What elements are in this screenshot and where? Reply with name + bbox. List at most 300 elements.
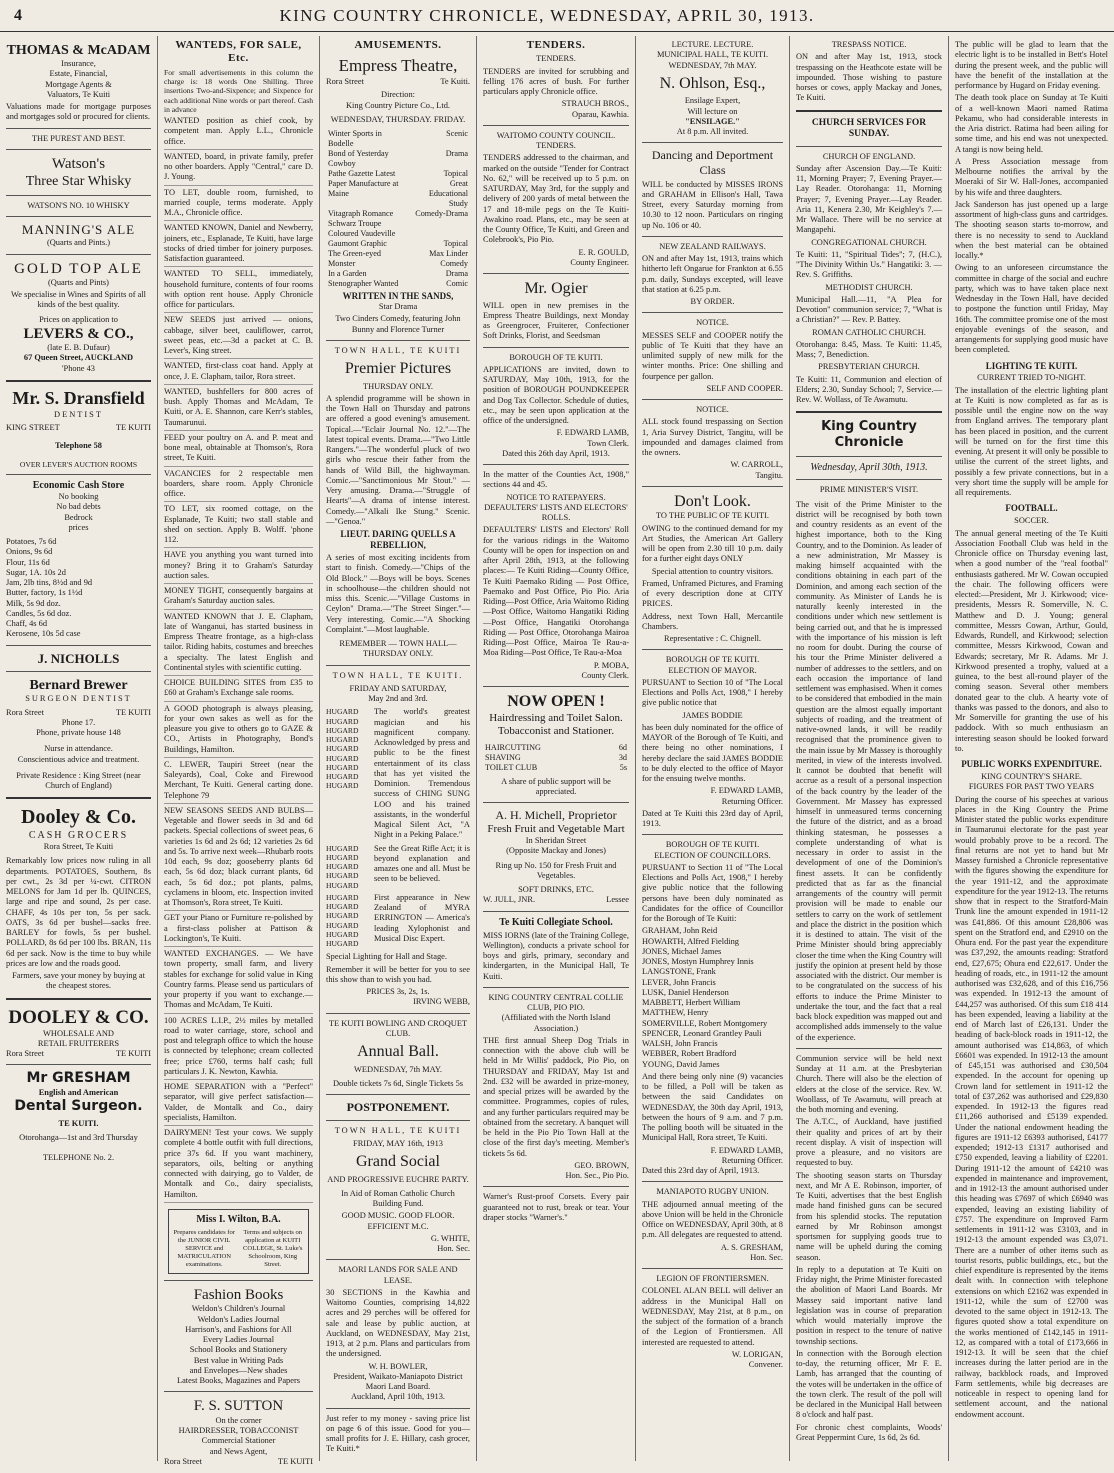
firm-details <box>6 59 151 100</box>
programme-genre: Scenic <box>446 129 468 139</box>
classified-ad: WANTED, bushfellers for 800 acres of bush. Apply Thomas and McAdam, Te Kuiti, or A. E. Shannon, care Kerr's stables, Taumarunui. <box>164 387 313 431</box>
ad-line: Will lecture on <box>687 106 738 116</box>
ad-line: Phone, private house 148 <box>36 728 121 738</box>
ad-line: 'Phone 43 <box>62 363 95 373</box>
article-body: The annual general meeting of the Te Kuiti Association Football Club was held in the Chronicle office on Thursday evening last, when a good number of the "real footbal" enthusiasts gathered. Mr W. Cowan occupied the chair. The following officers were elected:—President, Mr J. Kirkwood; vice-presidents, Messrs R. Somerville, N. C. Matthew and D. J. Young; general committee, Messrs Cowan, Arthur, Gould, Edwards, Rundell, and Kirkwood; selection committee, Messrs Kirkwood, Cowan and Edwards; secretary, Mr R. Adams. Mr J. Kirkwood presented a trophy, valued at a guinea, to the best all-round player of the coming season. Several other members donated gear to the club. A hearty vote of thanks was passed to the donors, and also to Mr Somerville for granting the use of his paddock. With so much enthusiasm an interesting season should be looked forward to. <box>955 528 1108 753</box>
ad-line: JAMES BODDIE <box>682 710 743 720</box>
ad-line: KING COUNTRY CENTRAL COLLIE CLUB, PIO PIO. <box>488 992 624 1013</box>
price-item: Candles, 5s 6d doz. <box>6 608 72 618</box>
ad-line: Prices on application to <box>39 314 118 324</box>
ad-body: And there being only nine (9) vacancies to be filled, a Poll will be taken as between the said Candidates on WEDNESDAY, the 30th day April, 1913, between the hours of 9 a.m. and 7 p.m. The polling booth will be situated in the Municipal Hall, Rora street, Te Kuiti. <box>642 1071 783 1143</box>
section-heading: AMUSEMENTS. <box>354 39 442 51</box>
hugard-label: HUGARD <box>326 929 359 939</box>
rate-notice: For small advertisements in this column the charge is: 18 words One Shilling. Three insertions Two-and-Sixpence; and Sixpence for each additional Nine words or part thereof. Cash in advance <box>164 67 313 114</box>
ad-line: ELECTION OF COUNCILLORS. <box>654 850 771 860</box>
price-item: Chaff, 4s 6d <box>6 619 48 629</box>
ad-line: and News Agent, <box>209 1446 268 1456</box>
newspaper-title: KING COUNTRY CHRONICLE, WEDNESDAY, APRIL 30, 1913. <box>279 5 815 25</box>
ad-line: DEFAULTERS' LISTS AND ELECTORS' ROLLS. <box>484 502 628 523</box>
candidate-name: LANGSTONE, Frank <box>642 967 716 977</box>
ad-line: English and American <box>38 1087 119 1097</box>
programme-row <box>326 209 470 219</box>
ad-line: TRESPASS NOTICE. <box>831 40 907 49</box>
candidate-name: JONES, Michael James <box>642 946 722 956</box>
programme-title: Winter Sports in Bodelle <box>328 129 382 149</box>
programme-title: Gaumont Graphic <box>328 239 387 249</box>
ad-body: ON and after May 1st, 1913, trains which hitherto left Ongarue for Frankton at 6.55 p.m. daily, Sundays excepted, will leave that station at 6.25 p.m. <box>642 254 783 294</box>
programme-title: Pathe Gazette Latest <box>328 169 396 179</box>
ad-line: TENDERS. <box>536 141 576 151</box>
price-row <box>483 753 629 763</box>
hugard-label: HUGARD <box>326 880 359 890</box>
ad-body: ON and after May 1st, 1913, stock trespassing on the Heathcote estate will be impounded. Those wishing to pasture horses or cows, apply Mackay and Jones, Te Kuiti. <box>796 52 942 103</box>
ad-line: (late E. B. Dufaur) <box>47 343 110 353</box>
ad-line: May 2nd and 3rd. <box>368 694 428 704</box>
ad-line: Special attention to country visitors. <box>651 566 774 576</box>
price-item: Onions, 9s 6d <box>6 547 53 557</box>
ad-line: Commercial Stationer <box>201 1436 276 1446</box>
ad-body: TENDERS are invited for scrubbing and felling 176 acres of bush. For further particulars apply Chronicle office. <box>483 66 629 97</box>
firm-detail-line: Valuators, Te Kuiti <box>46 89 111 99</box>
masthead <box>0 0 1114 32</box>
service-name: SHAVING <box>485 752 521 762</box>
ad-line: FRIDAY, MAY 16th, 1913 <box>353 1138 443 1148</box>
ad-line: Rora Street, Te Kuiti <box>43 842 114 852</box>
ad-heading: A. H. Michell, Proprietor <box>495 808 617 822</box>
ad-line: Hon. Sec. <box>437 1244 470 1254</box>
ad-line: Representative : C. Chignell. <box>664 634 761 644</box>
ad-line: Two Cinders Comedy, featuring John Bunny and Florence Turner <box>335 314 461 334</box>
price-item: Butter, factory, 1s 1½d <box>6 588 83 598</box>
classified-ad: TO LET, six roomed cottage, on the Esplanade, Te Kuiti; two stall stable and shed on section. Apply B. Wolff. 'phone 112. <box>164 504 313 548</box>
firm-detail-line: Mortgage Agents & <box>45 79 112 89</box>
ad-heading: Three Star Whisky <box>25 174 132 190</box>
ad-line: Rora Street <box>326 77 364 87</box>
hugard-label: HUGARD <box>326 716 359 726</box>
programme-genre: Drama <box>445 149 468 159</box>
programme-row <box>326 219 470 239</box>
ad-line: Ring up No. 150 for Fresh Fruit and Vegetables. <box>495 860 617 880</box>
ad-line: (Quarts and Pints.) <box>46 238 111 248</box>
price-row <box>483 743 629 753</box>
ad-line: W. LORIGAN, <box>731 1349 783 1359</box>
ad-body: has been duly nominated for the office of MAYOR of the Borough of Te Kuiti, and there being no other nominations, I hereby declare the said JAMES BODDIE to be duly elected to the office of Mayor for the ensuing twelve months. <box>642 722 783 784</box>
ad-line: Dated this 23rd day of April, 1913. <box>642 1166 760 1176</box>
column-2 <box>158 36 319 1466</box>
ad-line: NEW ZEALAND RAILWAYS. <box>659 241 766 251</box>
programme-title: Vitagraph Romance <box>328 209 394 219</box>
news-item: The shooting season starts on Thursday next, and Mr A E. Robinson, importer, of Te Kuiti, advertises that the best English made hand finished guns can be secured from his splendid stocks. The reputation earned by Mr Robinson amongst sportsmen for supplying goods true to name will be upheld during the coming season. <box>796 1170 942 1262</box>
ad-line: prices <box>68 522 89 532</box>
programme-table <box>326 129 470 289</box>
programme-row <box>326 129 470 149</box>
ad-line: Bedrock <box>64 512 93 522</box>
ad-body: THE first annual Sheep Dog Trials in connection with the above club will be held in Mr Willis' paddock, Pio Pio, on THURSDAY and FRIDAY, May 1st and 2nd. £32 will be awarded in prize-money, and special prizes will be awarded by the committee. Programmes, copies of rules, and any further particulars required may be obtained from the secretary. A banquet will be held in the Pio Pio Town Hall at the close of the first day's meeting. Member's tickets 5s 6d. <box>483 1035 629 1158</box>
hugard-label: HUGARD <box>326 725 359 735</box>
ad-line: (Opposite Mackay and Jones) <box>506 846 606 856</box>
ad-line: THURSDAY ONLY. <box>362 381 434 391</box>
service-price: 5s <box>619 762 627 772</box>
ad-heading: Te Kuiti Collegiate School. <box>499 916 613 928</box>
ad-line: NOTICE TO RATEPAYERS. <box>506 492 606 502</box>
ad-heading: GOLD TOP ALE <box>14 260 143 277</box>
article-heading: PRIME MINISTER'S VISIT. <box>819 485 919 495</box>
ad-line: Rora Street <box>6 707 44 717</box>
ad-line: Rora Street <box>164 1456 202 1466</box>
ad-body: Just refer to my money - saving price list on page 6 of this issue. Good for you—small profits for J. E. Hillary, cash grocer, Te Kuiti.* <box>326 1413 470 1454</box>
ad-heading: J. NICHOLLS <box>37 650 120 666</box>
ad-line: Auckland, April 10th, 1913. <box>351 1392 445 1402</box>
column-5 <box>636 36 789 1461</box>
programme-genre: Great Educational Study <box>428 179 468 209</box>
article-heading: FOOTBALL. <box>1005 503 1058 514</box>
ad-line: NOTICE. <box>696 318 729 328</box>
ad-heading: Mr GRESHAM <box>26 1070 131 1087</box>
ad-line: TE KUITI <box>115 1049 151 1059</box>
programme-row <box>326 269 470 279</box>
hugard-label: HUGARD <box>326 735 359 745</box>
ad-line: Remember it will be better for you to see this show than to wish you had. <box>326 964 470 984</box>
price-list <box>6 537 151 640</box>
classified-ad: C. LEWER, Taupiri Street (near the Saleyards), Coal, Coke and Firewood Merchant, Te Kuiti. General carting done. Telephone 79 <box>164 760 313 804</box>
ad-heading: Miss I. Wilton, B.A. <box>196 1213 281 1225</box>
classified-ad: GET your Piano or Furniture re-polished by a first-class polisher at Pattison & Lockington's, Te Kuiti. <box>164 913 313 947</box>
ad-line: CASH GROCERS <box>28 829 129 841</box>
hugard-label: HUGARD <box>326 762 359 772</box>
ad-body: Warner's Rust-proof Corsets. Every pair guaranteed not to rust, break or tear. Your draper stocks "Warner's." <box>483 1192 629 1222</box>
ad-line: TO THE PUBLIC OF TE KUITI. <box>655 511 770 521</box>
programme-row <box>326 149 470 169</box>
ad-heading: Mr. S. Dransfield <box>12 387 145 408</box>
ad-line: OVER LEVER'S AUCTION ROOMS <box>19 459 138 469</box>
ad-line: County Engineer. <box>570 257 629 267</box>
news-item: Owing to an unforeseen circumstance the committee in charge of the social and euchre party, which was to have taken place next Wednesday in the Town Hall, have decided to postpone the function until Friday, May 16th. The committee promise one of the most enjoyable evenings of the season, and arrangements for supplying good music have been completed. <box>955 263 1108 355</box>
ad-heading: N. Ohlson, Esq., <box>659 74 766 92</box>
ad-body: APPLICATIONS are invited, down to SATURDAY, May 10th, 1913, for the position of BOROUGH POUNDKEEPER and Dog Tax Collector. Schedule of duties, etc., may be seen upon application at the office of the undersigned. <box>483 364 629 426</box>
ad-line: TE KUITI <box>277 1456 313 1466</box>
ad-line: Every Ladies Journal <box>202 1335 275 1345</box>
ad-body: DEFAULTERS' LISTS and Electors' Roll for the various ridings in the Waitomo County will be open for inspection on and after April 28th, 1913, at the following places:— Te Kuiti Riding—County Office, Te Kuiti Paemako Riding — Post Office, Paemako and Post Office, Pio Pio. Aria Riding—Post Office, Aria Waitomo Riding—Post Office, Waitomo Hangatiki Riding—Post Office, Hangatiki Otorohanga Riding — Post Office, Otorohanga Mairoa Riding—Post Office, Mairoa Te Rau-a-Moa Riding—Post Office, Te Rau-a-Moa <box>483 525 629 658</box>
ad-line: NOTICE. <box>696 405 729 415</box>
ad-line: W. H. BOWLER, <box>368 1361 428 1371</box>
hugard-label: HUGARD <box>326 871 359 881</box>
programme-genre: Max Linder Comedy <box>429 249 468 269</box>
ad-heading: Grand Social <box>356 1153 440 1171</box>
hugard-list <box>326 844 370 890</box>
programme-genre <box>409 219 470 239</box>
programme-row <box>326 169 470 179</box>
ad-line: Rora Street <box>6 1049 44 1059</box>
service-price: 3d <box>618 752 627 762</box>
editorial-date: Wednesday, April 30th, 1913. <box>810 462 928 474</box>
ad-line: WATSON'S NO. 10 WHISKY <box>27 201 130 211</box>
classified-ad: WANTED KNOWN, Daniel and Newberry, joiners, etc., Esplanade, Te Kuiti, have large stocks of dried timber for joinery purposes. Satisfaction guaranteed. <box>164 223 313 267</box>
classified-ad: WANTED KNOWN that J. E. Clapham, late of Wanganui, has started business in Empress Theatre frontage, as a high-class tailor. Riding habits, costumes and breeches a specialty. The latest English and Continental styles with scientific cutting. <box>164 612 313 677</box>
ad-heading: MANNING'S ALE <box>21 222 136 238</box>
ad-line: Te Kuiti. <box>440 77 470 87</box>
price-item: Potatoes, 7s 6d <box>6 537 57 547</box>
service-price: 6d <box>618 742 627 752</box>
ad-line: WRITTEN IN THE SANDS, <box>342 291 454 302</box>
ad-line: LEGION OF FRONTIERSMEN. <box>656 1274 769 1284</box>
classified-ad: CHOICE BUILDING SITES from £35 to £60 at Graham's Exchange sale rooms. <box>164 678 313 702</box>
programme-row <box>326 239 470 249</box>
ad-line: Returning Officer. <box>721 796 783 806</box>
ad-line: (Affiliated with the North Island Association.) <box>501 1013 611 1033</box>
programme-title: The Green-eyed Monster <box>328 249 381 269</box>
firm-detail-line: Estate, Financial, <box>49 69 108 79</box>
ad-heading: Premier Pictures <box>344 360 452 378</box>
ad-line: AND PROGRESSIVE EUCHRE PARTY. <box>327 1174 469 1184</box>
ad-line: Conscientious advice and treatment. <box>17 754 140 764</box>
hugard-label: HUGARD <box>326 892 359 902</box>
news-item: In reply to a deputation at Te Kuiti on Friday night, the Prime Minister forecasted the abolition of Maori Land Boards. Mr Massey said important native land legislation was in course of preparation which would materially improve the position in respect to the tenure of native township sections. <box>796 1264 942 1346</box>
classified-ad: 100 ACRES L.I.P., 2½ miles by metalled road to water carriage, store, school and post and telegraph office to which the house is connected by telephone; cream collected free; price £760, terms half cash; full particulars J. K. Newton, Kawhia. <box>164 1016 313 1081</box>
hugard-label: HUGARD <box>326 862 359 872</box>
ad-line: TE KUITI. <box>58 1118 99 1128</box>
firm-note: Valuations made for mortgage purposes and mortgages sold or procured for clients. <box>6 102 151 122</box>
ad-heading: Economic Cash Store <box>32 479 125 491</box>
section-heading: CHURCH SERVICES FOR SUNDAY. <box>811 117 927 140</box>
ad-heading: NOW OPEN ! <box>507 693 605 711</box>
ad-line: Returning Officer. <box>721 1155 783 1165</box>
ad-line: Double tickets 7s 6d, Single Tickets 5s <box>332 1078 464 1088</box>
price-item: Jam, 2lb tins, 8½d and 9d <box>6 578 93 588</box>
ad-line: MUNICIPAL HALL, TE KUITI. <box>656 50 769 60</box>
ad-line: Lessee <box>606 895 629 905</box>
ad-line: F. EDWARD LAMB, <box>710 786 783 796</box>
column-7 <box>949 36 1114 1461</box>
programme-genre: Comedy-Drama <box>415 209 468 219</box>
ad-line: Convener. <box>748 1360 783 1370</box>
ad-line: CONGREGATIONAL CHURCH. <box>811 237 927 247</box>
ad-line: President, Waikato-Maniapoto District Maori Land Board. <box>333 1371 463 1392</box>
ad-body: Address, next Town Hall, Mercantile Chambers. <box>642 611 783 631</box>
ad-line: METHODIST CHURCH. <box>825 282 913 292</box>
ad-body: The world's greatest magician and his magnificent company. Acknowledged by press and public to be the finest entertainment of its class that has yet visited the Dominion. Tremendous success of CHING SUNG LOO and his trained assistants, in the wonderful Magical Silent Act, "A Night in a Peking Palace." <box>374 707 470 840</box>
ad-line: DENTIST <box>54 409 103 419</box>
candidate-name: SOMERVILLE, Robert Montgomery <box>642 1018 768 1028</box>
classified-ad: WANTED TO SELL, immediately, household furniture, contents of four rooms with option rent house. Apply Chronicle office for particulars. <box>164 269 313 313</box>
ad-heading: Watson's <box>51 155 106 172</box>
ad-body: 30 SECTIONS in the Kawhia and Waitomo Counties, comprising 14,822 acres and 29 perches will be offered for sale and lease by public auction, at Auckland, on WEDNESDAY, May 21st, 1913, at 2 p.m. Plans and particulars from the undersigned. <box>326 1287 470 1359</box>
ad-line: W. CARROLL, <box>730 460 783 470</box>
ad-heading: LEVERS & CO., <box>23 325 134 342</box>
ad-line: Oparau, Kawhia. <box>572 109 629 119</box>
classified-ad: VACANCIES for 2 respectable men boarders, share room. Apply Chronicle office. <box>164 469 313 503</box>
ad-body: MESSES SELF and COOPER notify the public of Te Kuiti that they have an unlimited supply of new milk for the winter months. Price: One shilling and fourpence per gallon. <box>642 330 783 381</box>
classified-ad: HAVE you anything you want turned into money? Bring it to Graham's Saturday auction sales. <box>164 550 313 584</box>
ad-line: Town Clerk. <box>587 438 629 448</box>
ad-line: KING STREET <box>6 423 60 433</box>
programme-title: Paper Manufacture at Maine <box>328 179 399 199</box>
article-body: The visit of the Prime Minister to the district will be recognised by both town and country residents as an event of the highest importance, both to the King Country, and to the Dominion. As leader of a new administration, Mr Massey is making himself acquainted with the conditions obtaining in each part of the Dominion, and among each section of the community. As Minister of Lands he is naturally keenly interested in the conditions under which new settlement is being carried out, and that he is impressed with the importance of his mission is left no room for doubt. During the course of his tour the Prime Minister delivered a number of addresses to the settlers, and on each occasion the importance of land settlement was emphasised. When it comes to be considered that embodied in the main question are the almost equally important subjects of roading, and the treatment of native-owned lands, it will be readily recognised that the prominence given to the main issue by Mr Massey is thoroughly merited, in view of the interests involved. It cannot be doubted that benefit will accrue as a result of a personal inspection of the back country by the leader of the Government. Mr Massey has expressed himself in unmeasured terms concerning the future of the district, and as a broad thinking statesman, he possesses a complete understanding of what is necessary in order to assist in the development of one of the Dominion's finest assets. It can be confidently predicted that as far as the financial arrangements of the country will permit provision will be made to enable our settlers to carry on the work of settlement and place the district in the position which it is destined to attain. The visit of the Prime Minister should bring appreciably closer the time when the King Country will justify the opinion at present held by those associated with the district. Our member is to be congratulated on the success of his efforts to induce the Prime Minister to undertake the tour, and the fact that a real back block expedition was mapped out and accomplished adds immensely to the value of the experience. <box>796 499 942 1042</box>
classified-ad: DAIRYMEN! Test your cows. We supply complete 4 bottle outfit with full directions, price 37s 6d. If you want machinery, separators, oils, belting or anything connected with dairying, go to Valder, de Montalk and Co., dairy specialists, Hamilton. <box>164 1128 313 1203</box>
ad-body: A series of most exciting incidents from start to finish. Comedy.—"Chips of the Old Block." —Boys will be boys. Scenes in schoolhouse—the children should not miss this. Scenic.—"Village Customs in Ceylon" Drama.—"The Street Singer."—Very interesting. Comic.—"A Shocking Complaint."—Most laughable. <box>326 553 470 634</box>
ad-line: GOOD MUSIC. GOOD FLOOR. EFFICIENT M.C. <box>341 1211 455 1231</box>
ad-body: PURSUANT to Section 11 of "The Local Elections and Polls Act, 1908," I hereby give public notice that the following persons have been duly nominated as Candidates for the office of Councillor for the Borough of Te Kuiti: <box>642 862 783 924</box>
hugard-list <box>326 893 370 949</box>
classified-ad: A GOOD photograph is always pleasing, for your own sakes as well as for the pleasure you give to others go to GAZE & CO., Artists in Photography, Bond's Buildings, Hamilton. <box>164 704 313 758</box>
ad-line: Nurse in attendance. <box>44 744 113 754</box>
classified-ad: NEW SEASONS SEEDS AND BULBS—Vegetable and flower seeds in 3d and 6d packets. Special collections of sweet peas, 6 varieties 1s 6d and 2s 6d; 12 varieties 2s 6d and 5s. To arrive next week—Rhubarb roots 10d each, 9s doz; gooseberry plants 6d each, 5s 6d doz; black currant plants, 6d each, 5s 6d doz.; pot plants, palms, cyclamens in bloom, etc. Inspection invited at Thomson's, Rora street, Te Kuiti. <box>164 806 313 912</box>
ad-line: G. WHITE, <box>430 1233 470 1243</box>
ad-line: In Aid of Roman Catholic Church Building Fund. <box>341 1188 455 1209</box>
firm-name: THOMAS & McADAM <box>6 43 151 58</box>
hugard-label: HUGARD <box>326 843 359 853</box>
ad-body: PURSUANT to Section 10 of "The Local Elections and Polls Act, 1908," I hereby give public notice that <box>642 677 783 708</box>
news-item: For chronic chest complaints, Woods' Great Peppermint Cure, 1s 6d, 2s 6d. <box>796 1422 942 1442</box>
ad-line: Star Drama <box>378 302 418 312</box>
hugard-label: HUGARD <box>326 753 359 763</box>
ad-body: TENDERS addressed to the chairman, and marked on the outside "Tender for Contract No. 62," will be received up to 5 p.m. on SATURDAY, May 3rd, for the supply and delivery of 200 yards of metal between the 17 and 18-mile pegs on the Te Kuiti-Awakino road. Plans, etc., may be seen at the County Office, Te Kuiti, and Green and Colebrook's, Pio Pio. <box>483 153 629 245</box>
ad-line: Harrison's, and Fashions for All <box>185 1324 292 1334</box>
ad-line: PRESBYTERIAN CHURCH. <box>818 362 920 372</box>
ad-line: Dated at Te Kuiti this 23rd day of April, 1913. <box>642 808 783 829</box>
ad-line: Weldon's Ladies Journal <box>197 1314 280 1324</box>
ad-body: See the Great Rifle Act; it is beyond explanation and amazes one and all. Must be seen to be believed. <box>374 843 470 884</box>
hugard-label: HUGARD <box>326 781 359 791</box>
column-6 <box>790 36 948 1461</box>
ad-line: SOFT DRINKS, ETC. <box>518 885 594 895</box>
article-body: During the course of his speeches at various places in the King Country the Prime Minister stated the public works expenditure in Taumarunui electorate for the past year would probably prove to be a record. The final returns are not yet to hand but Mr Massey furnished a Chronicle representative with the figures showing the expenditure for the year 1911-12, and the approximate expenditure for the year 1912-13. The returns show that in respect to the Stratford-Main Trunk line the amount expended in 1911-12 was £41,886. Of this amount £28,806 was spent on the Stratford end, and £2910 on the Ohura end. For the past year the expenditure was £37,292, the amounts reading: Stratford end, £27,675; Ohura end £22,617. Under the heading of roads, etc., in 1911-12 the amount authorised was £32,628, and of this £16,756 was expended. In 1912-13 the amount of £44,257 was authorised. Of this sum £18 414 has been expended, leaving a liability at the end of March last of £26,131. Under the heading of back-block roads in 1911-12, the amount authorised was £14,863, of which £6601 was expended. In 1912-13 the amount of £45,151 was authorised and £30,504 expended. In the account for opening up Crown land for settlement in 1911-12 the total of £37,262 was authorised and £29,830 expended. In 1912-13 the figures read £11,266 authorised and £5139 expended. Under the national endowment heading the figures are 1911-12 £6393 authorised, £4177 expended; 1912-13 £1317 authorised and £750 expended, leaving a liability of £2201. During 1911-12 the amount of £4210 was expended in maintenance and improvement, and in 1912-13 the amount authorised under this heading was £7697 of which £6940 was expended, leaving an existing liability of £757. The expenditure on Improved Farm settlements in 1911-12 was £3103, and in 1912-13 the amount expended was £3,071. There are a number of other items such as tourist resorts, public buildings, etc., but the chief expenditure is represented by the items dealt with. In connection with telephone extensions on which £2162 was expended in 1911-12, while the sum of £2700 was devoted to the same object in 1912-13. The figures quoted show a total expenditure on the works mentioned of £142,145 in 1911-12, as compared with a total of £173,666 in 1912-13. It will be seen that the chief increases during the latter period are in the railway, backblock roads, and Improved Farm settlements, while big decreases are noticeable in respect to opening land for settlement account, and the national endowment account. <box>955 794 1108 1419</box>
price-item: Milk, 5s 9d doz. <box>6 598 61 608</box>
programme-title: Schwarz Troupe Coloured Vaudeville <box>328 219 396 239</box>
classified-ad: WANTED, board, in private family, prefer no other boarders. Apply "Central," care D. J. Young. <box>164 152 313 186</box>
programme-title: Bond of Yesterday Cowboy <box>328 149 389 169</box>
ad-body: Remarkably low prices now ruling in all departments. POTATOES, Southern, 8s per cwt., 2s 3d per ¼-cwt. CITRON MELONS for Jam 1d per lb. QUINCES, large and ripe and sound, 2s per case. CHAFF, 4s 10s per ton, 5s per sack. OATS, 3s 6d per bushel—sacks free. BARLEY for fowls, 5s per bushel. POLLARD, 8s 6d per 100 lbs. BRAN, 11s 6d per sack. Now is the time to buy while prices are low and the roads good. <box>6 856 151 968</box>
ad-line: Hon. Sec. <box>750 1252 783 1262</box>
ad-heading: DOOLEY & CO. <box>8 1006 149 1028</box>
news-item: The A.T.C., of Auckland, have justified their quality and prices of art by their recent display. A visit of inspection will prove a pleasure, and no visitors are requested to buy. <box>796 1117 942 1168</box>
hugard-label: HUGARD <box>326 939 359 949</box>
ad-line: Tangitu. <box>755 470 783 480</box>
classified-ad: NEW SEEDS just arrived — onions, cabbage, silver beet, cauliflower, carrot, sweet peas, etc.—3d a packet at C. B. Lever's, King street. <box>164 315 313 359</box>
ad-line: W. JULL, JNR. <box>483 895 536 905</box>
hugard-label: HUGARD <box>326 707 359 717</box>
ad-line: WEDNESDAY, 7th MAY. <box>668 60 757 70</box>
article-heading: LIGHTING TE KUITI. <box>985 360 1078 371</box>
ad-line: WAITOMO COUNTY COUNCIL. <box>496 130 616 140</box>
ad-line: No booking <box>58 492 99 502</box>
hugard-label: HUGARD <box>326 852 359 862</box>
ad-line: THE PUREST AND BEST. <box>31 133 126 143</box>
programme-row <box>326 249 470 269</box>
hugard-list <box>326 707 370 840</box>
ad-line: King Country Picture Co., Ltd. <box>346 100 450 110</box>
ad-heading: POSTPONEMENT. <box>346 1100 450 1115</box>
ad-line: A share of public support will be appreciated. <box>501 776 611 796</box>
ad-line: REMEMBER — TOWN HALL— THURSDAY ONLY. <box>339 639 457 659</box>
ad-line: Direction: <box>381 90 415 100</box>
candidate-name: HOWARTH, Alfred Fielding <box>642 936 739 946</box>
ad-line: Dated this 26th day April, 1913. <box>502 448 610 458</box>
ad-heading: Hairdressing and Toilet Salon. <box>489 711 623 724</box>
ad-lines <box>6 492 151 533</box>
ad-line: SURGEON DENTIST <box>25 694 132 704</box>
ad-line: Private Residence : King Street (near Church of England) <box>16 770 141 791</box>
ad-line: FRIDAY AND SATURDAY, <box>349 683 447 693</box>
candidate-name: MABBETT, Herbert William <box>642 998 741 1008</box>
ad-heading: Fashion Books <box>193 1287 284 1304</box>
ad-line: (Quarts and Pints) <box>48 277 109 287</box>
ad-line: ELECTION OF MAYOR. <box>668 665 757 675</box>
programme-genre: Topical <box>443 169 468 179</box>
section-heading: WANTEDS, FOR SALE, Etc. <box>175 39 302 65</box>
ad-line: Special Lighting for Hall and Stage. <box>326 952 447 962</box>
ad-line: WEDNESDAY, 7th MAY. <box>354 1064 442 1074</box>
candidate-name: LEVER, John Francis <box>642 977 716 987</box>
ad-body: THE adjourned annual meeting of the above Union will be held in the Chronicle Office on WEDNESDAY, April 30th, at 8 p.m. All delegates are requested to attend. <box>642 1199 783 1240</box>
firm-detail-line: Insurance, <box>61 59 96 69</box>
ad-heading: Bernard Brewer <box>29 678 128 694</box>
classified-ad: MONEY TIGHT, consequently bargains at Graham's Saturday auction sales. <box>164 586 313 610</box>
ad-line: WEDNESDAY, THURSDAY. FRIDAY. <box>330 114 466 124</box>
ad-line: BOROUGH OF TE KUITI. <box>509 352 603 362</box>
classified-ad: WANTED position as chief cook, by competent man. Apply L.L., Chronicle office. <box>164 116 313 150</box>
ad-body: OWING to the continued demand for my Art Studies, the American Art Gallery will be open from 2.30 till 10 p.m. daily for a further eight days ONLY <box>642 523 783 564</box>
ad-body: COLONEL ALAN BELL will deliver an address in the Municipal Hall on WEDNESDAY, May 21st, at 8 p.m., on the subject of the formation of a branch of the Legion of Frontiersmen. All interested are requested to attend. <box>642 1286 783 1347</box>
news-item: The death took place on Sunday at Te Kuiti of a well-known Maori named Ratima Pekamu, who had considerable interests in the Aria district. Ratima had been ailing for some time, and his end was not unexpected. A tangi is now being held. <box>955 93 1108 154</box>
ad-line: TENDERS. <box>536 54 576 64</box>
ad-heading: F. S. SUTTON <box>193 1398 284 1415</box>
ad-line: TE KUITI <box>115 423 151 433</box>
ad-line: IRVING WEBB, <box>413 997 470 1007</box>
ad-line: TOWN HALL, TE KUITI <box>334 345 462 355</box>
ad-body: WILL be conducted by MISSES IRONS and GRAHAM in Ellison's Hall, Tawa Street, every Saturday morning from 10.30 to 12 noon. Particulars on ringing up No. 106 or 40. <box>642 179 783 230</box>
classified-ads <box>164 116 313 1203</box>
programme-title: In a Garden <box>328 269 367 279</box>
programme-genre: Comic <box>446 279 468 289</box>
article-subheading: CURRENT TRIED TO-NIGHT. <box>977 373 1086 383</box>
wilton-ad <box>168 1209 309 1274</box>
hugard-label: HUGARD <box>326 744 359 754</box>
ad-line: Ensilage Expert, <box>684 96 741 106</box>
classified-ad: WANTED EXCHANGES. — We have town property, small farm, and livery stables for exchange for solid value in King Country farms. Please send us particulars of your property if you want to exchange.—Thomas and McAdam, Te Kuiti. <box>164 949 313 1014</box>
classified-ad: FEED your poultry on A. and P. meat and bone meal, obtainable at Thomson's, Rora street, Te Kuiti. <box>164 433 313 467</box>
ad-heading: Don't Look. <box>674 492 751 510</box>
programme-row <box>326 179 470 209</box>
ad-line: WHOLESALE AND <box>43 1028 114 1038</box>
price-item: Kerosene, 10s 5d case <box>6 629 81 639</box>
ad-line: A. S. GRESHAM, <box>720 1242 783 1252</box>
ad-body: A splendid programme will be shown in the Town Hall on Thursday and patrons are offered a good evening's amusement. Topical.—"Eclair Journal No. 12."—The latest topical events. Drama.—"Two Little Rangers."—The wonderful pluck of two girls who rescue their father from the hands of Wild Bill, the highwayman. Comic.—"Sanctimonious Mr Stout." —Very amusing. Drama.—"Struggle of Hearts"—A drama of intense interest. Comedy.—"Alkali Ike Stung." Scenic.—"Genoa." <box>326 393 470 526</box>
ad-line: MANIAPOTO RUGBY UNION. <box>656 1187 769 1197</box>
ad-line: Telephone 58 <box>55 441 102 451</box>
ad-line: STRAUCH BROS., <box>561 99 629 109</box>
article-body: The installation of the electric lighting plant at Te Kuiti is now completed as far as is possible until the engine now on the way from England arrives. The temporary plant has been placed in position, and the current will be turned on for the first time this evening. At present it will only be possible to utilise the current of the street lights, and possibly a few private connections, but in a very short time the supply will be ample for all requirements. <box>955 385 1108 498</box>
programme-genre: Drama <box>445 269 468 279</box>
ad-line: SELF AND COOPER. <box>706 383 783 393</box>
ad-line: ROMAN CATHOLIC CHURCH. <box>812 327 926 337</box>
price-item: Flour, 11s 6d <box>6 557 50 567</box>
ad-line: 67 Queen Street, AUCKLAND <box>23 353 134 363</box>
section-heading: TENDERS. <box>526 39 586 51</box>
ad-body: In the matter of the Counties Act, 1908," sections 44 and 45. <box>483 470 629 490</box>
editorial-masthead: King Country Chronicle <box>821 419 917 451</box>
ad-line: F. EDWARD LAMB, <box>710 1145 783 1155</box>
news-item: In connection with the Borough election to-day, the returning officer, Mr F. E. Lamb, has arranged that the counting of the votes will be undertaken in the office of the town clerk. The result of the poll will be declared in the Municipal Hall between 8 o'clock and half past. <box>796 1348 942 1420</box>
classified-ad: HOME SEPARATION with a "Perfect" separator, will give perfect satisfaction—Valder, de Montalk and Co., dairy specialists, Hamilton. <box>164 1082 313 1126</box>
ad-line: Terms and subjects on application at KUITI COLLEGE, St. Luke's Schoolroom, King Street. <box>243 1229 303 1269</box>
ad-body: Te Kuiti: 11, Communion and election of Elders; 2.30, Sunday School; 7, Service.—Rev. W. Wollass, of Te Awamutu. <box>796 374 942 405</box>
ad-heading: Dancing and Deportment Class <box>651 148 774 177</box>
ad-line: Latest Books, Magazines and Papers <box>176 1376 301 1386</box>
candidate-name: MATTHEW, Henry <box>642 1008 709 1018</box>
programme-row <box>326 279 470 289</box>
ad-line: MAORI LANDS FOR SALE AND LEASE. <box>338 1265 458 1285</box>
candidate-name: LUSK, Daniel Henderson <box>642 987 729 997</box>
